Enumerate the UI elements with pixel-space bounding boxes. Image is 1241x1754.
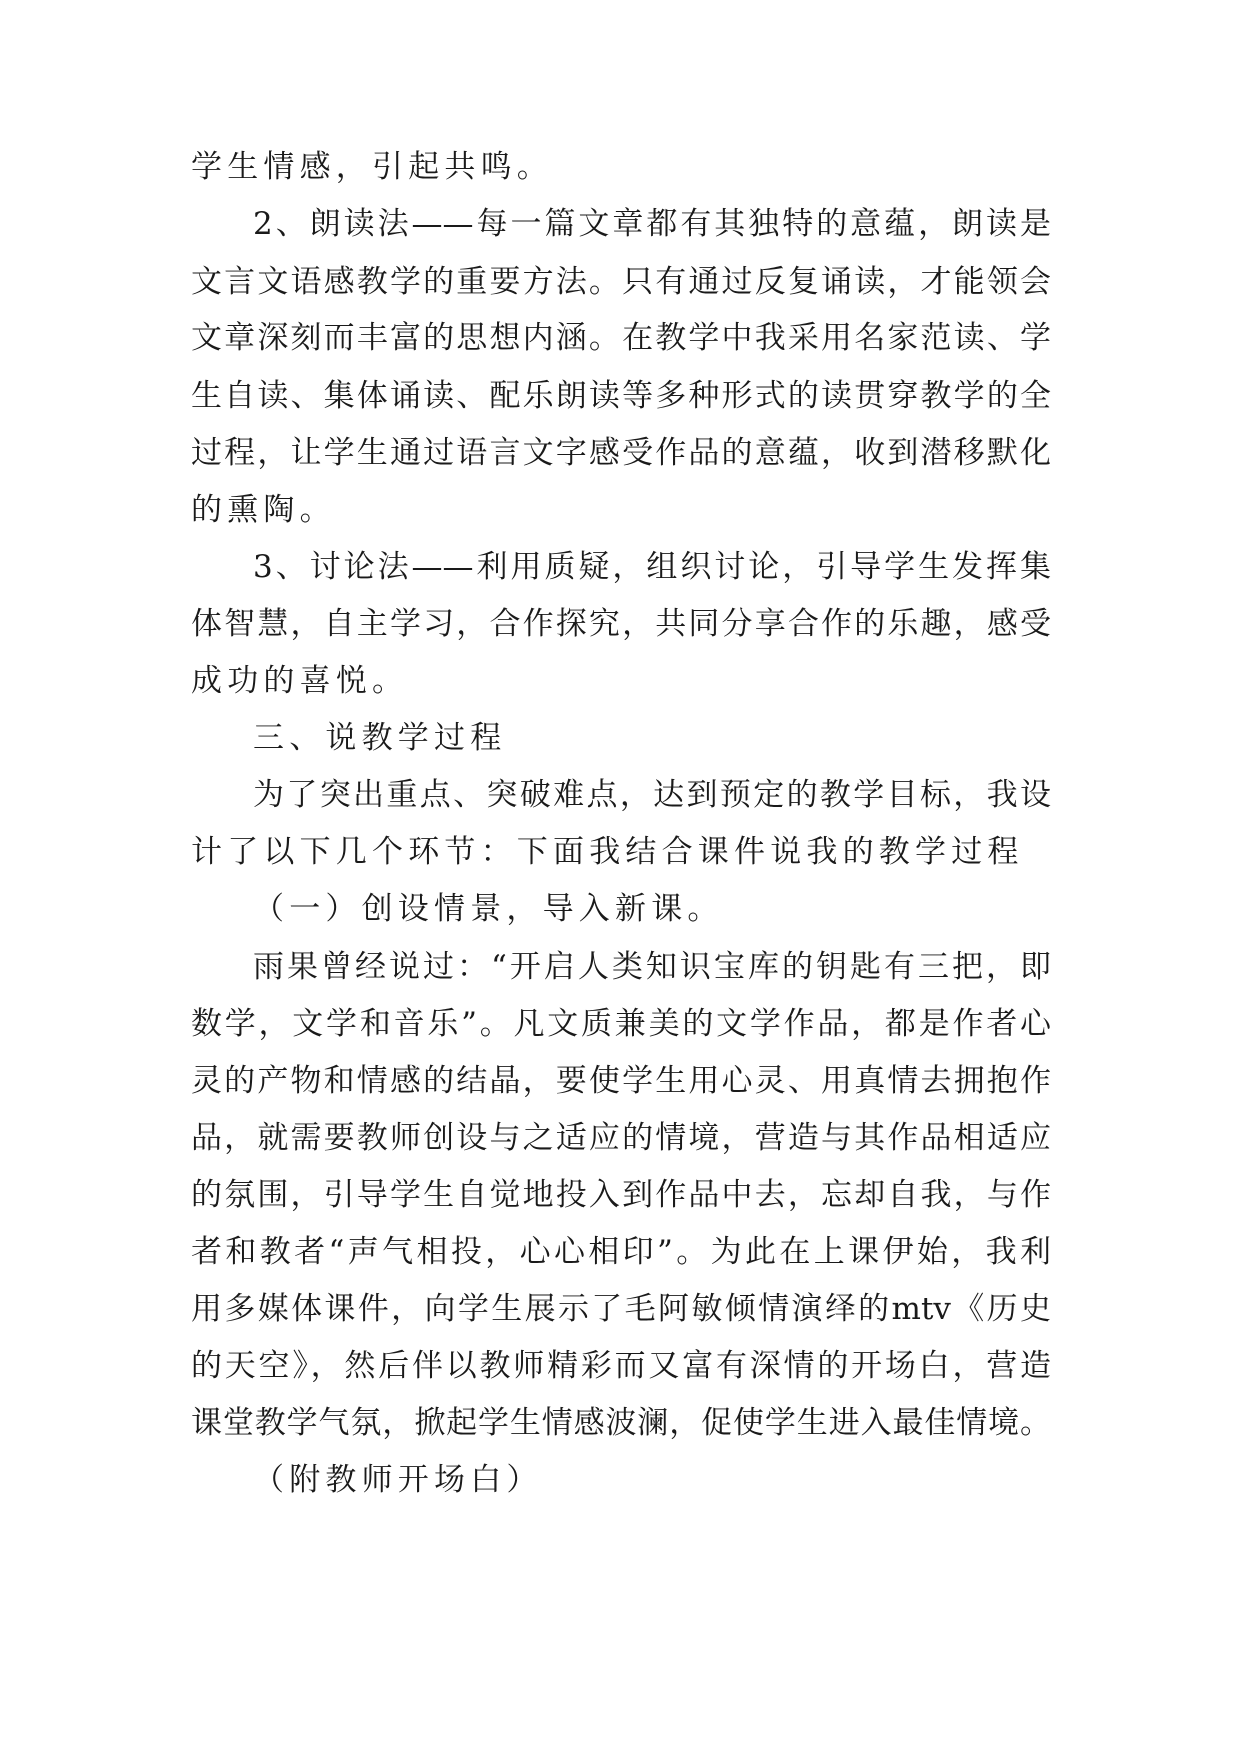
paragraph-line: 学生情感，引起共鸣。: [191, 149, 553, 185]
paragraph-line: 2、朗读法——每一篇文章都有其独特的意蕴，朗读是: [253, 206, 1051, 242]
paragraph-line: 生自读、集体诵读、配乐朗读等多种形式的读贯穿教学的全: [191, 378, 1051, 414]
paragraph-line: 3、讨论法——利用质疑，组织讨论，引导学生发挥集: [253, 549, 1051, 585]
paragraph-line: 品，就需要教师创设与之适应的情境，营造与其作品相适应: [191, 1120, 1051, 1156]
paragraph-line: 雨果曾经说过：“开启人类知识宝库的钥匙有三把，即: [253, 949, 1051, 985]
paragraph-line: 用多媒体课件，向学生展示了毛阿敏倾情演绎的mtv《历史: [191, 1291, 1051, 1327]
paragraph-line: 数学，文学和音乐”。凡文质兼美的文学作品，都是作者心: [191, 1006, 1051, 1042]
section-heading: 三、说教学过程: [253, 720, 507, 756]
paragraph-line: 者和教者“声气相投，心心相印”。为此在上课伊始，我利: [191, 1234, 1051, 1270]
paragraph-line: 文言文语感教学的重要方法。只有通过反复诵读，才能领会: [191, 264, 1051, 300]
paragraph-line: 文章深刻而丰富的思想内涵。在教学中我采用名家范读、学: [191, 320, 1051, 356]
paragraph-line: 过程，让学生通过语言文字感受作品的意蕴，收到潜移默化: [191, 435, 1051, 471]
subsection-heading: （一）创设情景，导入新课。: [253, 891, 724, 927]
paragraph-line: 灵的产物和情感的结晶，要使学生用心灵、用真情去拥抱作: [191, 1063, 1051, 1099]
paragraph-line: （附教师开场白）: [253, 1462, 543, 1498]
paragraph-line: 为了突出重点、突破难点，达到预定的教学目标，我设: [253, 777, 1051, 813]
paragraph-line: 的天空》，然后伴以教师精彩而又富有深情的开场白，营造: [191, 1348, 1051, 1384]
paragraph-line: 课堂教学气氛，掀起学生情感波澜，促使学生进入最佳情境。: [191, 1405, 1051, 1441]
paragraph-line: 计了以下几个环节：下面我结合课件说我的教学过程: [191, 834, 1024, 870]
paragraph-line: 的熏陶。: [191, 492, 336, 528]
paragraph-line: 成功的喜悦。: [191, 663, 409, 699]
paragraph-line: 体智慧，自主学习，合作探究，共同分享合作的乐趣，感受: [191, 606, 1051, 642]
paragraph-line: 的氛围，引导学生自觉地投入到作品中去，忘却自我，与作: [191, 1177, 1051, 1213]
